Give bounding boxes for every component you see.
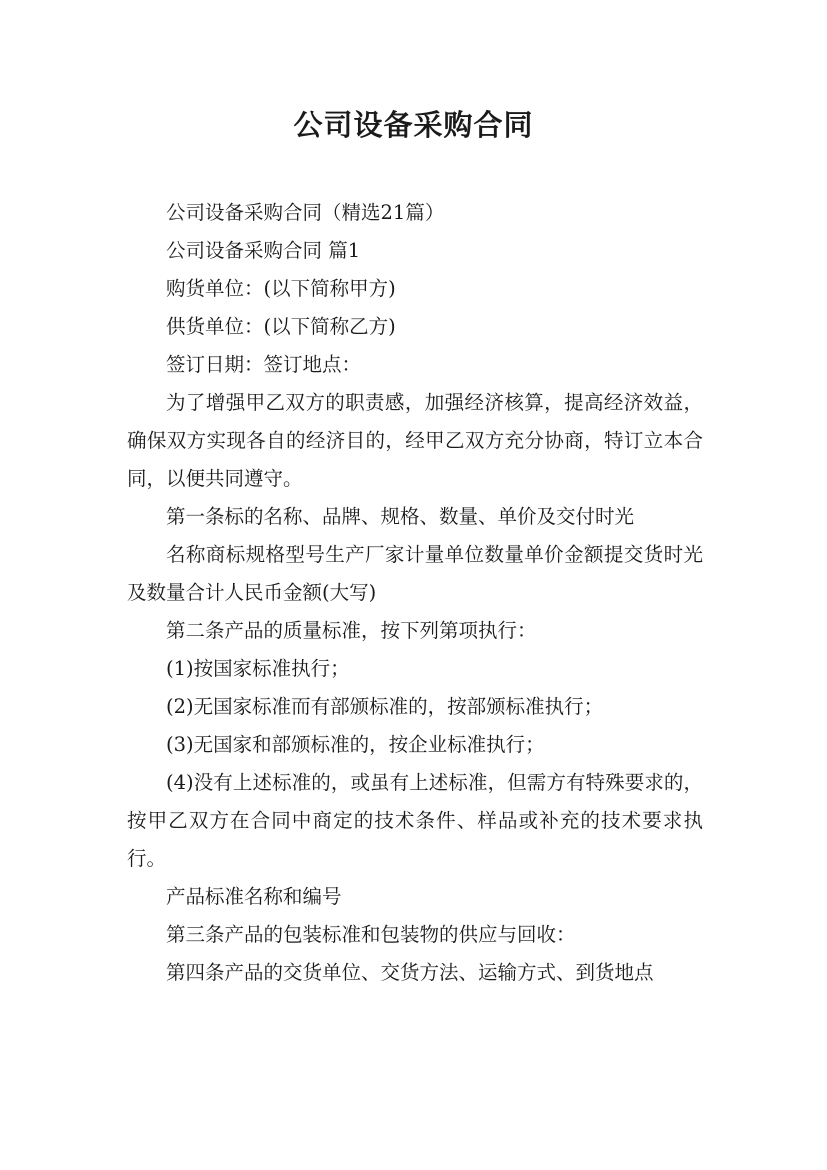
paragraph: 供货单位：(以下简称乙方) bbox=[166, 315, 396, 338]
paragraph: 第一条标的名称、品牌、规格、数量、单价及交付时光 bbox=[166, 505, 635, 528]
paragraph: (1)按国家标准执行； bbox=[166, 657, 350, 680]
paragraph: (2)无国家标准而有部颁标准的，按部颁标准执行； bbox=[166, 695, 604, 718]
paragraph: 公司设备采购合同 篇1 bbox=[166, 239, 361, 262]
paragraph: 名称商标规格型号生产厂家计量单位数量单价金额提交货时光及数量合计人民币金额(大写) bbox=[127, 543, 703, 604]
paragraph: 产品标准名称和编号 bbox=[166, 885, 342, 908]
paragraph: 第三条产品的包装标准和包装物的供应与回收： bbox=[166, 923, 576, 946]
paragraph: 购货单位：(以下简称甲方) bbox=[166, 277, 396, 300]
paragraph: 第四条产品的交货单位、交货方法、运输方式、到货地点 bbox=[166, 961, 654, 984]
document-body bbox=[127, 194, 703, 992]
paragraph: 签订日期：签订地点： bbox=[166, 353, 362, 376]
paragraph: 第二条产品的质量标准，按下列第项执行： bbox=[166, 619, 537, 642]
paragraph: (3)无国家和部颁标准的，按企业标准执行； bbox=[166, 733, 545, 756]
document-title: 公司设备采购合同 bbox=[293, 108, 534, 142]
paragraph: (4)没有上述标准的，或虽有上述标准，但需方有特殊要求的，按甲乙双方在合同中商定的技术条件、样品或补充的技术要求执行。 bbox=[127, 771, 703, 870]
paragraph: 为了增强甲乙双方的职责感，加强经济核算，提高经济效益，确保双方实现各自的经济目的，经甲乙双方充分协商，特订立本合同，以便共同遵守。 bbox=[127, 391, 703, 490]
paragraph: 公司设备采购合同（精选21篇） bbox=[166, 201, 445, 224]
